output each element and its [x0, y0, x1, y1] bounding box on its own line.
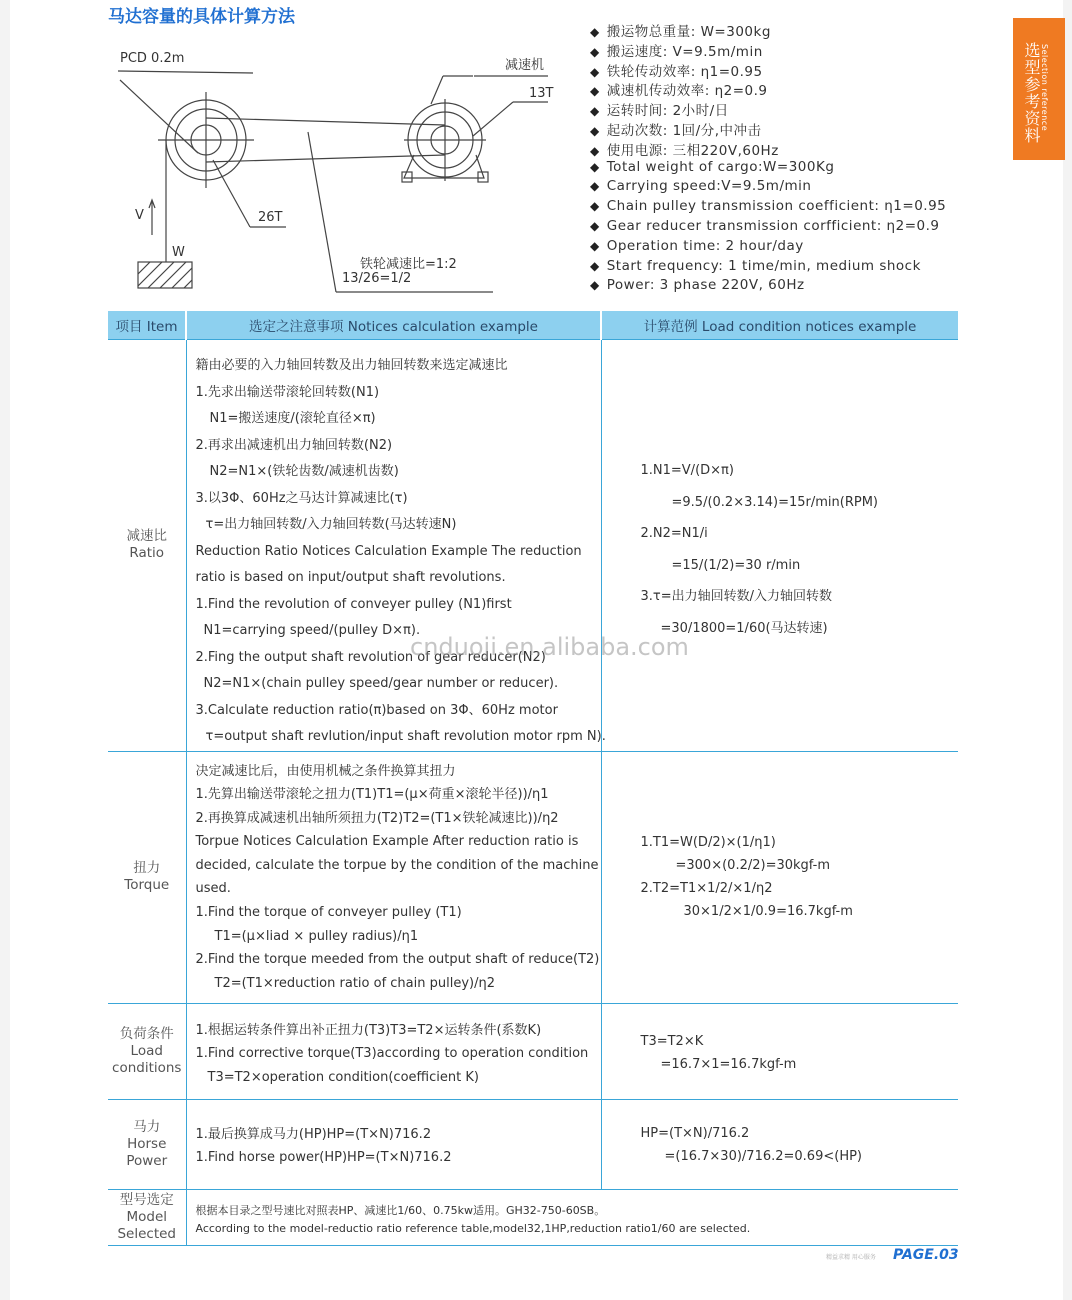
- spec-item: ◆ Chain pulley transmission coefficient: η1=0.95: [590, 198, 946, 218]
- example-line: =30/1800=1/60(马达转速): [660, 620, 828, 636]
- item-cell: [108, 340, 186, 751]
- notice-line: 决定减速比后，由使用机械之条件换算其扭力: [195, 763, 456, 779]
- spec-item: ◆ Gear reducer transmission corfficient: η2=0.9: [590, 218, 946, 238]
- footer-slogan: 精益求精 用心服务: [826, 1254, 876, 1261]
- item-en: Horse: [127, 1135, 167, 1152]
- notice-line: T1=(μ×liad × pulley radius)/η1: [214, 928, 419, 944]
- example-line: 2.T2=T1×1/2/×1/η2: [640, 880, 773, 896]
- model-notes-cell: [186, 1189, 958, 1245]
- example-line: 1.N1=V/(D×π): [640, 463, 734, 478]
- watermark-text: cnduoji.en.alibaba.com: [410, 633, 689, 661]
- notice-line: 1.Find corrective torque(T3)according to operation condition: [195, 1046, 589, 1061]
- pcd-label: PCD 0.2m: [120, 51, 185, 66]
- notice-line: 2.Fing the output shaft revolution of gear reducer(N2): [195, 649, 546, 665]
- spec-item: ◆ 搬运速度: V=9.5m/min: [590, 40, 946, 60]
- weight-label: W: [172, 245, 185, 260]
- item-en-2: Power: [126, 1152, 168, 1169]
- reducer-label: 减速机: [505, 58, 545, 73]
- notice-line: N1=搬送速度/(滚轮直径×π): [209, 411, 376, 426]
- notice-line: T3=T2×operation condition(coefficient K): [207, 1069, 479, 1085]
- item-en-2: conditions: [112, 1059, 182, 1076]
- ratio-cn-label: 铁轮减速比=1:2: [360, 257, 457, 272]
- spec-item: ◆ Start frequency: 1 time/min, medium shock: [590, 258, 946, 278]
- notice-line: N2=N1×(chain pulley speed/gear number or reducer).: [203, 676, 559, 691]
- example-line: =16.7×1=16.7kgf-m: [660, 1056, 797, 1072]
- header-example: 计算范例 Load condition notices example: [601, 311, 958, 340]
- table-row-torque: [108, 751, 958, 1003]
- side-tab: [1013, 18, 1065, 160]
- table-row-ratio: [108, 340, 958, 751]
- table-row-horsepower: [108, 1099, 958, 1189]
- item-en: Model: [126, 1208, 168, 1225]
- notice-line: ratio is based on input/output shaft revolutions.: [195, 570, 506, 585]
- notice-line: 1.先算出输送带滚轮之扭力(T1)T1=(μ×荷重×滚轮半径))/η1: [195, 787, 549, 803]
- notice-line: 1.Find the torque of conveyer pulley (T1): [195, 905, 462, 921]
- item-cell: [108, 1189, 186, 1245]
- ratio-frac-label: 13/26=1/2: [342, 271, 412, 286]
- model-note-cn: 根据本目录之型号速比对照表HP、减速比1/60、0.75kw适用。GH32-750-60SB。: [195, 1203, 606, 1217]
- notice-line: used.: [195, 881, 231, 897]
- notice-line: T2=(T1×reduction ratio of chain pulley)/η2: [214, 975, 495, 991]
- table-row-model: [108, 1189, 958, 1245]
- example-line: 1.T1=W(D/2)×(1/η1): [640, 834, 776, 850]
- notice-line: 1.最后换算成马力(HP)HP=(T×N)716.2: [195, 1126, 432, 1142]
- example-line: 3.τ=出力轴回转数/入力轴回转数: [640, 589, 833, 605]
- example-line: 2.N2=N1/i: [640, 526, 708, 542]
- notices-cell: [186, 340, 606, 751]
- notice-line: decided, calculate the torpue by the condition of the machine: [195, 857, 599, 873]
- notice-line: τ=output shaft revlution/input shaft revolution motor rpm N).: [205, 729, 606, 744]
- example-line: =(16.7×30)/716.2=0.69<(HP): [664, 1148, 863, 1164]
- item-cn: 扭力: [133, 860, 161, 876]
- pulley-diagram-svg: [108, 40, 568, 300]
- notices-cell: [186, 1003, 601, 1099]
- notice-line: 1.Find the revolution of conveyer pulley (N1)first: [195, 596, 512, 612]
- example-cell: [601, 751, 958, 1003]
- example-line: =300×(0.2/2)=30kgf-m: [675, 857, 831, 873]
- calculation-table: [108, 311, 958, 1246]
- spec-item: ◆ Operation time: 2 hour/day: [590, 238, 946, 258]
- spec-item: ◆ 运转时间: 2小时/日: [590, 99, 946, 119]
- notices-cell: [186, 1099, 601, 1189]
- spec-item: ◆ 使用电源: 三相220V,60Hz: [590, 139, 946, 159]
- page-number: PAGE.03: [893, 1247, 959, 1263]
- side-tab-cn: 选型参考资料: [1022, 42, 1041, 144]
- notice-line: 1.先求出输送带滚轮回转数(N1): [195, 384, 380, 400]
- teeth-26-label: 26T: [258, 210, 283, 225]
- spec-item: ◆ Carrying speed:V=9.5m/min: [590, 178, 946, 198]
- spec-item: ◆ 铁轮传动效率: η1=0.95: [590, 60, 946, 80]
- item-cn: 减速比: [126, 528, 167, 545]
- notice-line: 1.Find horse power(HP)HP=(T×N)716.2: [195, 1150, 452, 1165]
- table-header-row: [108, 311, 958, 340]
- item-en: Load: [130, 1042, 163, 1059]
- notice-line: 1.根据运转条件算出补正扭力(T3)T3=T2×运转条件(系数K): [195, 1022, 542, 1038]
- item-cn: 负荷条件: [119, 1025, 174, 1042]
- notice-line: 2.再换算成减速机出轴所须扭力(T2)T2=(T1×铁轮减速比))/η2: [195, 810, 559, 826]
- example-cell: [601, 1003, 958, 1099]
- example-cell: [601, 1099, 958, 1189]
- teeth-13-label: 13T: [529, 86, 554, 101]
- header-item: 项目 Item: [108, 311, 186, 340]
- item-en-2: Selected: [117, 1225, 177, 1242]
- item-cell: [108, 1099, 186, 1189]
- item-cell: [108, 751, 186, 1003]
- item-en: Torque: [124, 877, 170, 893]
- notice-line: Torpue Notices Calculation Example After reduction ratio is: [195, 834, 579, 850]
- notice-line: 2.再求出减速机出力轴回转数(N2): [195, 437, 393, 453]
- notice-line: N1=carrying speed/(pulley D×π).: [203, 623, 421, 638]
- table-row-load: [108, 1003, 958, 1099]
- notice-line: 3.以3Φ、60Hz之马达计算减速比(τ): [195, 490, 408, 506]
- notice-line: 2.Find the torque meeded from the output shaft of reduce(T2): [195, 952, 600, 968]
- notice-line: τ=出力轴回转数/入力轴回转数(马达转速N): [205, 517, 457, 532]
- header-notices: 选定之注意事项 Notices calculation example: [186, 311, 601, 340]
- example-line: 30×1/2×1/0.9=16.7kgf-m: [683, 903, 853, 919]
- model-note-en: According to the model-reductio ratio reference table,model32,1HP,reduction ratio1/60 are selected.: [195, 1221, 751, 1235]
- item-cell: [108, 1003, 186, 1099]
- spec-item: ◆ 减速机传动效率: η2=0.9: [590, 79, 946, 99]
- notice-line: 籍由必要的入力轴回转数及出力轴回转数来选定减速比: [195, 358, 508, 373]
- spec-item: ◆ 起动次数: 1回/分,中冲击: [590, 119, 946, 139]
- spec-item: ◆ Power: 3 phase 220V, 60Hz: [590, 277, 946, 297]
- example-line: T3=T2×K: [640, 1033, 704, 1049]
- example-line: =9.5/(0.2×3.14)=15r/min(RPM): [671, 494, 879, 510]
- spec-list: [590, 20, 946, 297]
- notice-line: 3.Calculate reduction ratio(π)based on 3Φ、60Hz motor: [195, 702, 558, 718]
- spec-item: ◆ 搬运物总重量: W=300kg: [590, 20, 946, 40]
- page-title: 马达容量的具体计算方法: [108, 7, 295, 27]
- item-en: Ratio: [129, 545, 165, 562]
- pulley-diagram: [108, 40, 568, 304]
- notice-line: Reduction Ratio Notices Calculation Example The reduction: [195, 543, 582, 559]
- example-cell: [601, 340, 958, 751]
- notice-line: N2=N1×(铁轮齿数/减速机齿数): [209, 464, 399, 479]
- velocity-label: V: [135, 208, 144, 223]
- notices-cell: [186, 751, 601, 1003]
- item-cn: 型号选定: [119, 1191, 174, 1208]
- example-line: HP=(T×N)/716.2: [640, 1125, 750, 1141]
- example-line: =15/(1/2)=30 r/min: [671, 557, 801, 573]
- side-tab-en: Selection reference: [1040, 44, 1049, 132]
- item-cn: 马力: [133, 1118, 161, 1135]
- spec-item: ◆ Total weight of cargo:W=300Kg: [590, 159, 946, 179]
